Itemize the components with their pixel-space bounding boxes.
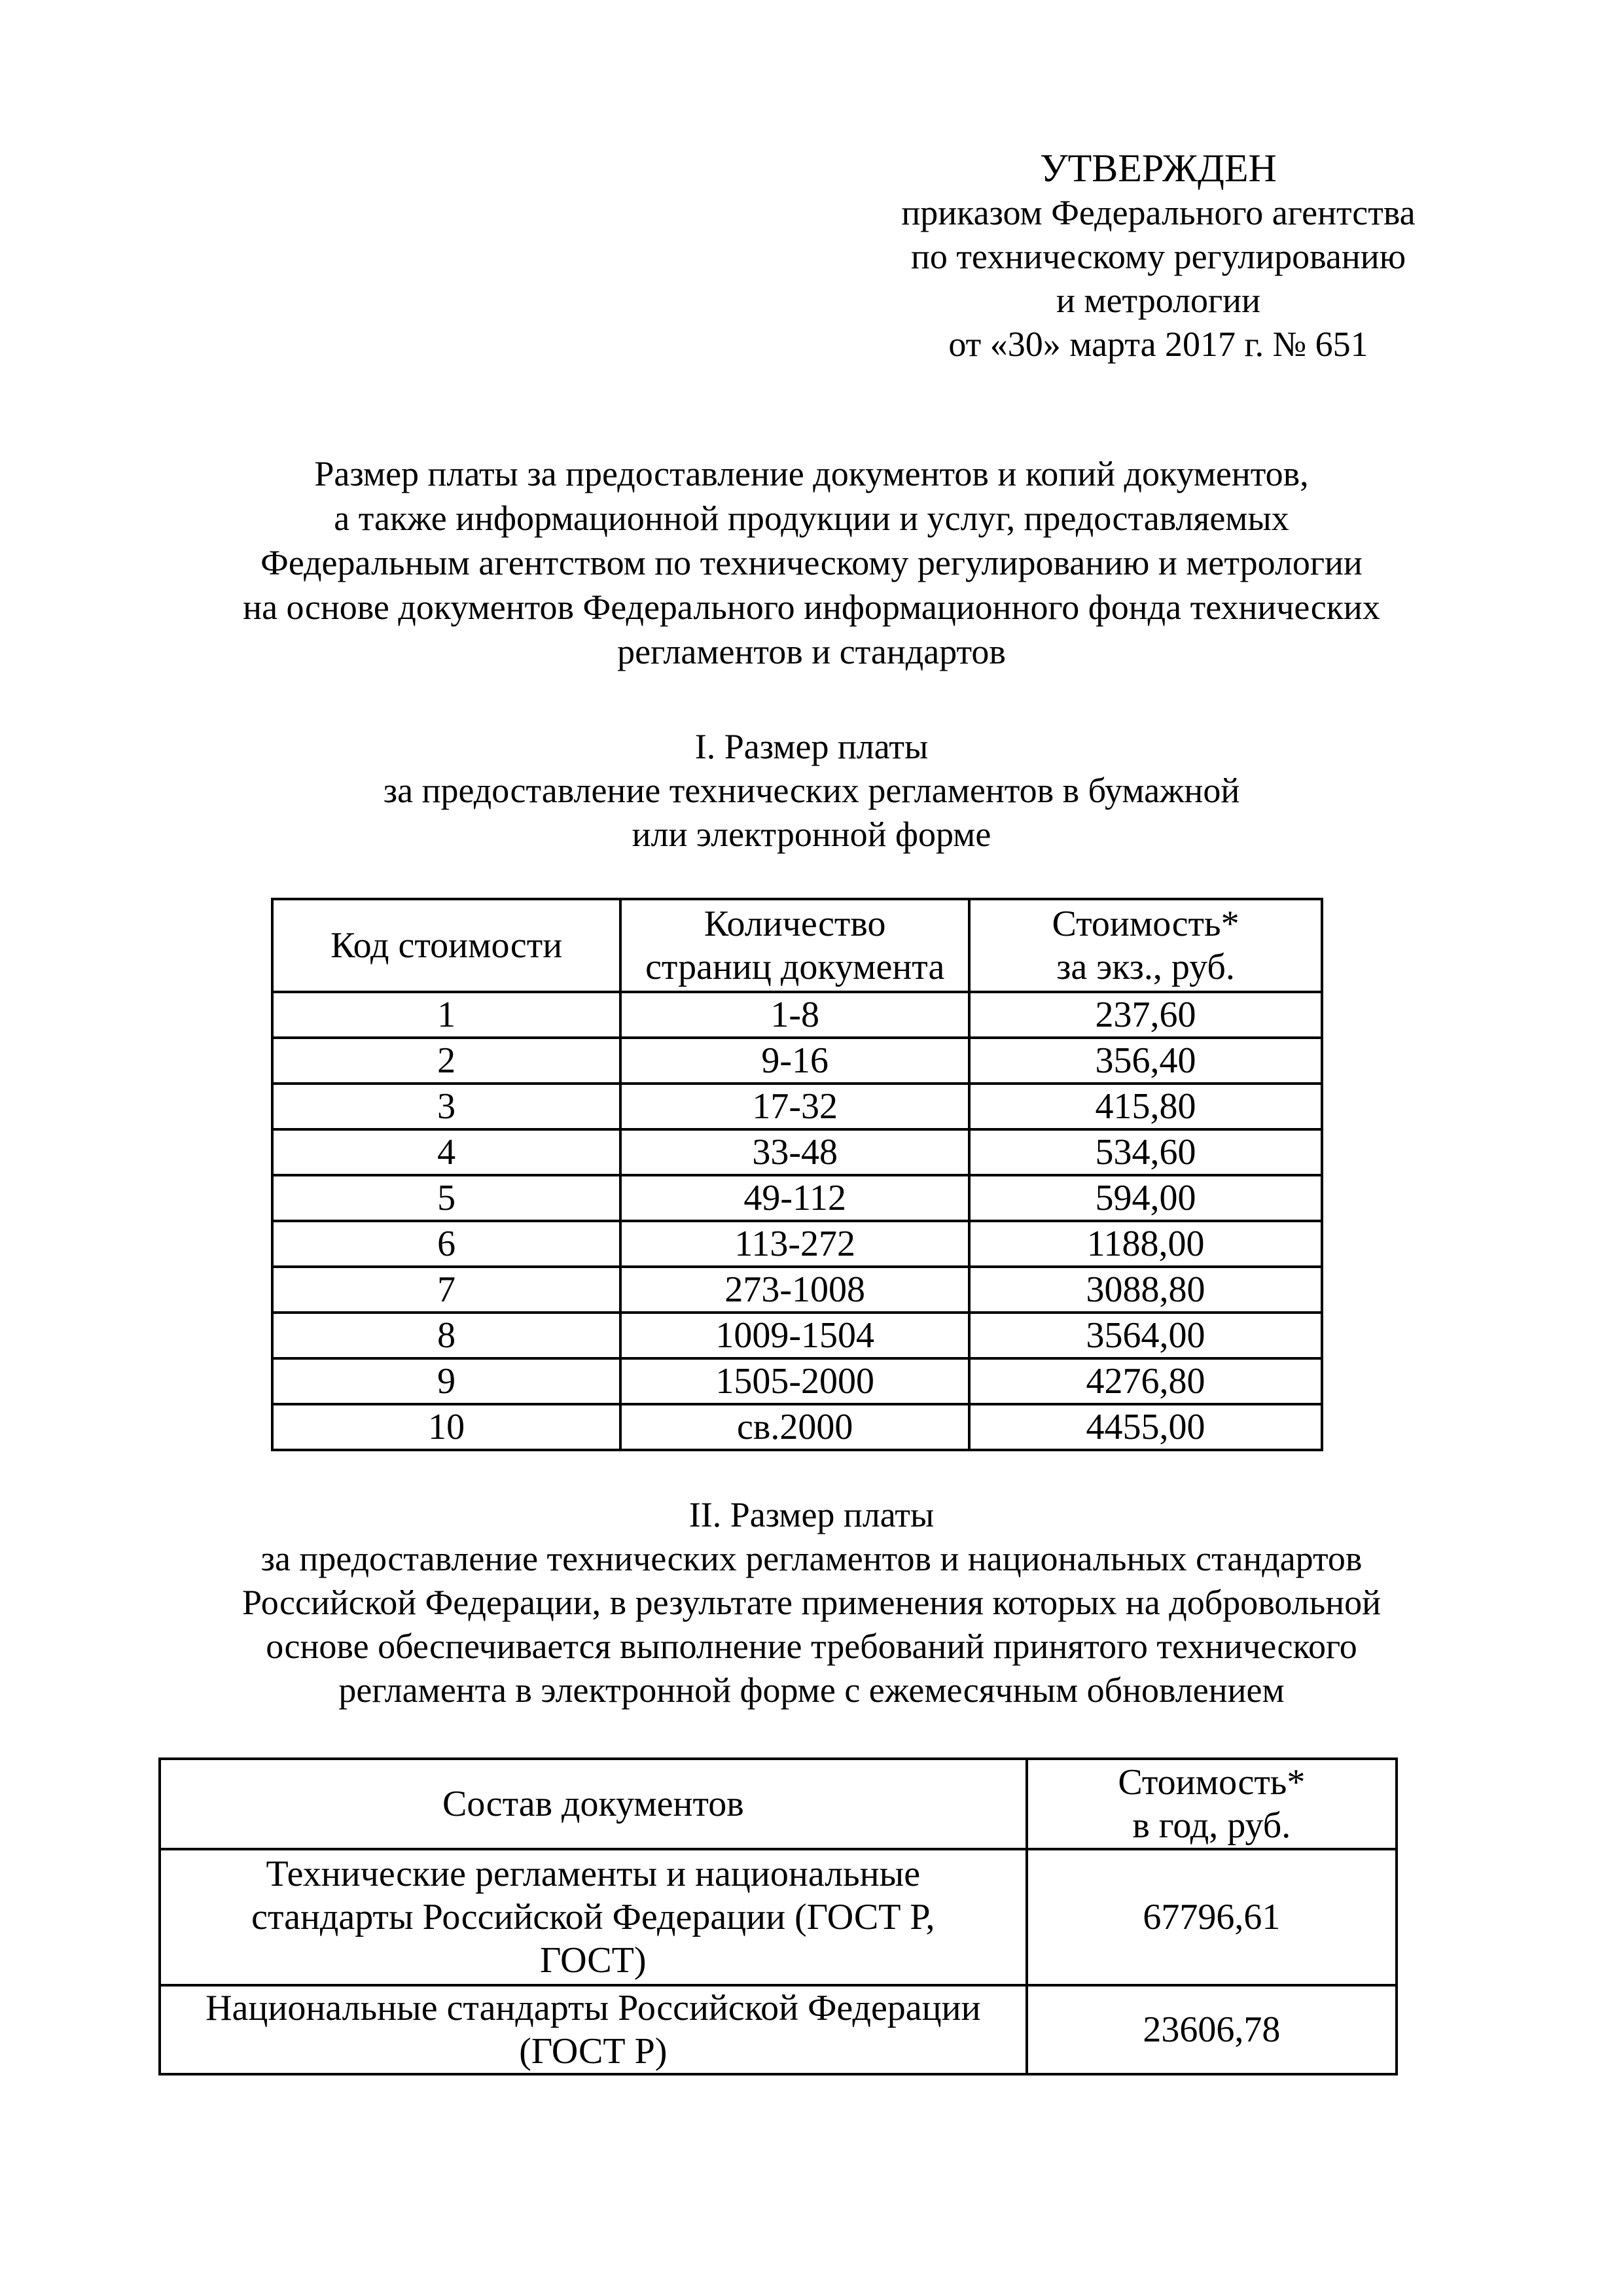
column-header-pages-line2: страниц документа (645, 947, 945, 987)
cell-price: 415,80 (969, 1084, 1322, 1129)
column-header-price (969, 899, 1322, 992)
cell-code: 5 (272, 1175, 620, 1221)
document-title-line: регламентов и стандартов (617, 632, 1006, 671)
cell-pages: 1505-2000 (620, 1358, 969, 1404)
cell-code: 9 (272, 1358, 620, 1404)
cell-pages: 33-48 (620, 1129, 969, 1175)
cell-code: 6 (272, 1221, 620, 1267)
price-table-subscription (158, 1757, 1398, 2075)
table-row (160, 1849, 1397, 1985)
column-header-code: Код стоимости (272, 899, 620, 992)
cell-price: 3088,80 (969, 1267, 1322, 1313)
section2-heading-line: за предоставление технических регламентов и национальных стандартов (260, 1539, 1363, 1578)
table-row (160, 1985, 1397, 2074)
approval-line: от «30» марта 2017 г. № 651 (948, 325, 1368, 364)
section1-heading-line: за предоставление технических регламентов в бумажной (383, 771, 1240, 810)
cell-pages: 17-32 (620, 1084, 969, 1129)
table-row (272, 992, 1322, 1038)
cell-pages: 9-16 (620, 1038, 969, 1084)
column-header-pages-line1: Количество (704, 904, 886, 944)
cell-composition-line: (ГОСТ Р) (519, 2031, 668, 2072)
table-row (272, 1404, 1322, 1450)
column-header-annual-price-line1: Стоимость* (1118, 1762, 1306, 1803)
document-title-line: Федеральным агентством по техническому регулированию и метрологии (260, 543, 1363, 582)
document-title (131, 451, 1492, 674)
column-header-price-line2: за экз., руб. (1056, 947, 1235, 987)
column-header-pages (620, 899, 969, 992)
approval-block (844, 145, 1472, 366)
column-header-annual-price (1027, 1759, 1397, 1849)
document-title-line: на основе документов Федерального информационного фонда технических (243, 588, 1380, 627)
cell-code: 2 (272, 1038, 620, 1084)
document-title-line: а также информационной продукции и услуг, предоставляемых (334, 499, 1289, 538)
section2-heading-line: Российской Федерации, в результате применения которых на добровольной (242, 1583, 1381, 1622)
cell-composition-line: стандарты Российской Федерации (ГОСТ Р, (251, 1897, 935, 1937)
cell-annual-price: 67796,61 (1027, 1849, 1397, 1985)
table-row (272, 1221, 1322, 1267)
table-header-row (160, 1759, 1397, 1849)
cell-pages: св.2000 (620, 1404, 969, 1450)
cell-price: 356,40 (969, 1038, 1322, 1084)
cell-price: 1188,00 (969, 1221, 1322, 1267)
cell-composition (160, 1849, 1027, 1985)
price-table-paper-electronic (271, 898, 1323, 1451)
cell-price: 3564,00 (969, 1313, 1322, 1358)
approval-line: приказом Федерального агентства (901, 193, 1416, 232)
document-title-line: Размер платы за предоставление документов и копий документов, (314, 454, 1309, 493)
cell-composition-line: Национальные стандарты Российской Федерации (205, 1988, 981, 2028)
table-row (272, 1038, 1322, 1084)
section2-heading-line: II. Размер платы (688, 1495, 935, 1534)
approval-heading: УТВЕРЖДЕН (1040, 147, 1277, 190)
table-row (272, 1358, 1322, 1404)
section1-heading (262, 725, 1361, 857)
column-header-annual-price-line2: в год, руб. (1132, 1805, 1291, 1846)
cell-pages: 273-1008 (620, 1267, 969, 1313)
cell-pages: 1-8 (620, 992, 969, 1038)
cell-code: 1 (272, 992, 620, 1038)
cell-composition-line: Технические регламенты и национальные (266, 1854, 921, 1894)
section2-heading-line: основе обеспечивается выполнение требований принятого технического (266, 1627, 1357, 1666)
table-row (272, 1175, 1322, 1221)
cell-code: 7 (272, 1267, 620, 1313)
section1-heading-line: I. Размер платы (694, 727, 929, 766)
table-row (272, 1129, 1322, 1175)
cell-price: 4455,00 (969, 1404, 1322, 1450)
column-header-price-line1: Стоимость* (1052, 904, 1240, 944)
section1-heading-line: или электронной форме (632, 815, 991, 854)
cell-code: 3 (272, 1084, 620, 1129)
cell-code: 8 (272, 1313, 620, 1358)
cell-composition (160, 1985, 1027, 2074)
cell-code: 4 (272, 1129, 620, 1175)
cell-pages: 1009-1504 (620, 1313, 969, 1358)
section2-heading-line: регламента в электронной форме с ежемесячным обновлением (338, 1670, 1285, 1710)
cell-annual-price: 23606,78 (1027, 1985, 1397, 2074)
cell-pages: 49-112 (620, 1175, 969, 1221)
cell-price: 237,60 (969, 992, 1322, 1038)
table-row (272, 1267, 1322, 1313)
section2-heading (131, 1493, 1492, 1712)
cell-pages: 113-272 (620, 1221, 969, 1267)
cell-price: 594,00 (969, 1175, 1322, 1221)
cell-code: 10 (272, 1404, 620, 1450)
cell-price: 534,60 (969, 1129, 1322, 1175)
cell-price: 4276,80 (969, 1358, 1322, 1404)
table-row (272, 1313, 1322, 1358)
table-row (272, 1084, 1322, 1129)
column-header-composition: Состав документов (160, 1759, 1027, 1849)
cell-composition-line: ГОСТ) (540, 1940, 647, 1981)
table-header-row (272, 899, 1322, 992)
approval-line: и метрологии (1056, 281, 1260, 320)
approval-line: по техническому регулированию (910, 237, 1406, 276)
